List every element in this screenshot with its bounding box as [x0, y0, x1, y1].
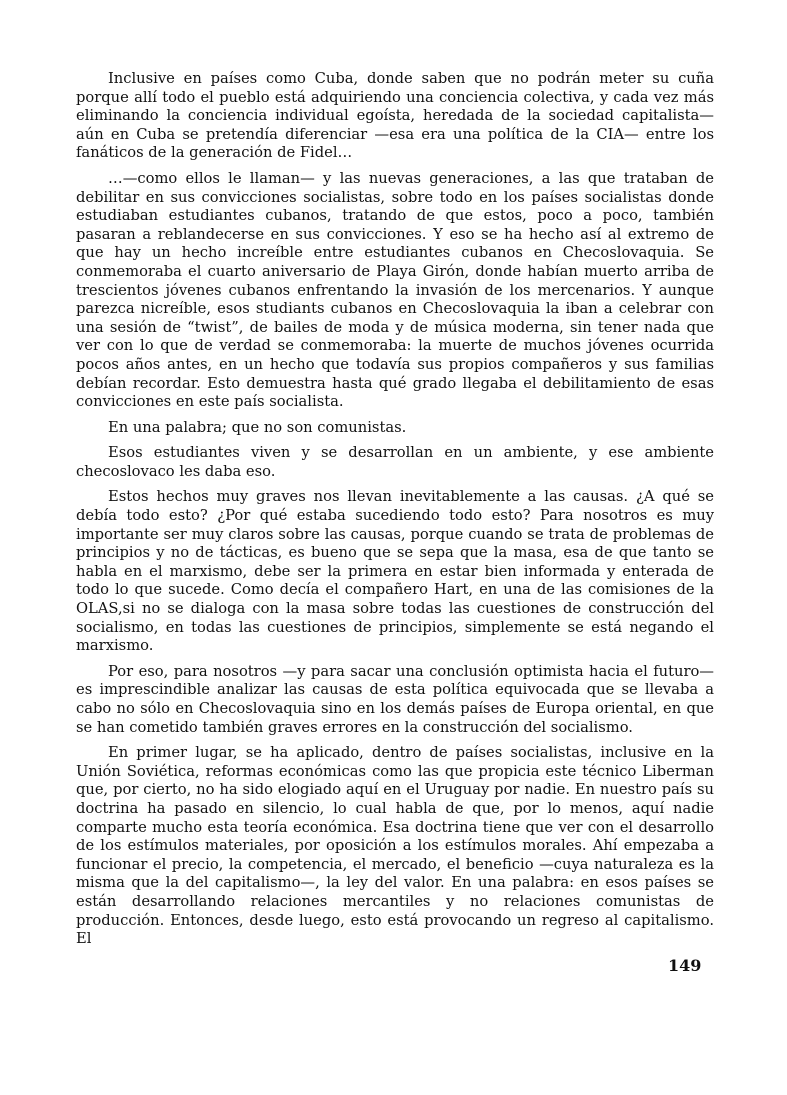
paragraph-4: Esos estudiantes viven y se desarrollan en un ambiente, y ese ambiente checoslovaco les daba eso. — [76, 444, 714, 480]
paragraph-3: En una palabra; que no son comunistas. — [108, 418, 407, 436]
paragraph-1: Inclusive en países como Cuba, donde saben que no podrán meter su cuña porque allí todo el pueblo está adquiriendo una conciencia colectiva, y cada vez más eliminando la conciencia individual egoísta, heredada de la sociedad capitalista— aún en Cuba se pretendía diferenciar —esa era una política de la CIA— entre los fanáticos de la generación de Fidel… — [76, 70, 714, 162]
page-number: 149 — [668, 956, 702, 975]
paragraph-6: Por eso, para nosotros —y para sacar una conclusión optimista hacia el futuro— es imprescindible analizar las causas de esta política equivocada que se llevaba a cabo no sólo en Checoslovaquia sino en los demás países de Europa oriental, en que se han cometido también graves errores en la construcción del socialismo. — [76, 662, 714, 736]
paragraph-5: Estos hechos muy graves nos llevan inevitablemente a las causas. ¿A qué se debía todo esto? ¿Por qué estaba sucediendo todo esto? Para nosotros es muy importante ser muy claros sobre las causas, porque cuando se trata de problemas de principios y no de tácticas, es bueno que se sepa que la masa, esa de que tanto se habla en el marxismo, debe ser la primera en estar bien informada y enterada de todo lo que sucede. Como decía el compañero Hart, en una de las comisiones de la OLAS,si no se dialoga con la masa sobre todas las cuestiones de construcción del socialismo, en todas las cuestiones de principios, simplemente se está negando el marxismo. — [76, 488, 714, 655]
paragraph-7: En primer lugar, se ha aplicado, dentro de países socialistas, inclusive en la Unión Soviética, reformas económicas como las que propicia este técnico Liberman que, por cierto, no ha sido elogiado aquí en el Uruguay por nadie. En nuestro país su doctrina ha pasado en silencio, lo cual habla de que, por lo menos, aquí nadie comparte mucho esta teoría económica. Esa doctrina tiene que ver con el desarrollo de los estímulos materiales, por oposición a los estímulos morales. Ahí empezaba a funcionar el precio, la competencia, el mercado, el beneficio —cuya naturaleza es la misma que la del capitalismo—, la ley del valor. En una palabra: en esos países se están desarrollando relaciones mercantiles y no relaciones comunistas de producción. Entonces, desde luego, esto está provocando un regreso al capitalismo. El — [76, 744, 714, 948]
body-text — [76, 70, 714, 956]
paragraph-2: …—como ellos le llaman— y las nuevas generaciones, a las que trataban de debilitar en sus convicciones socialistas, sobre todo en los países socialistas donde estudiaban estudiantes cubanos, tratando de que estos, poco a poco, también pasaran a reblandecerse en sus convicciones. Y eso se ha hecho así al extremo de que hay un hecho increíble entre estudiantes cubanos en Checoslovaquia. Se conmemoraba el cuarto aniversario de Playa Girón, donde habían muerto arriba de trescientos jóvenes cubanos enfrentando la invasión de los mercenarios. Y aunque parezca nicreíble, esos studiants cubanos en Checoslovaquia la iban a celebrar con una sesión de “twist”, de bailes de moda y de música moderna, sin tener nada que ver con lo que de verdad se conmemoraba: la muerte de muchos jóvenes ocurrida pocos años antes, en un hecho que todavía sus propios compañeros y sus familias debían recordar. Esto demuestra hasta qué grado llegaba el debilitamiento de esas convicciones en este país socialista. — [76, 169, 714, 411]
